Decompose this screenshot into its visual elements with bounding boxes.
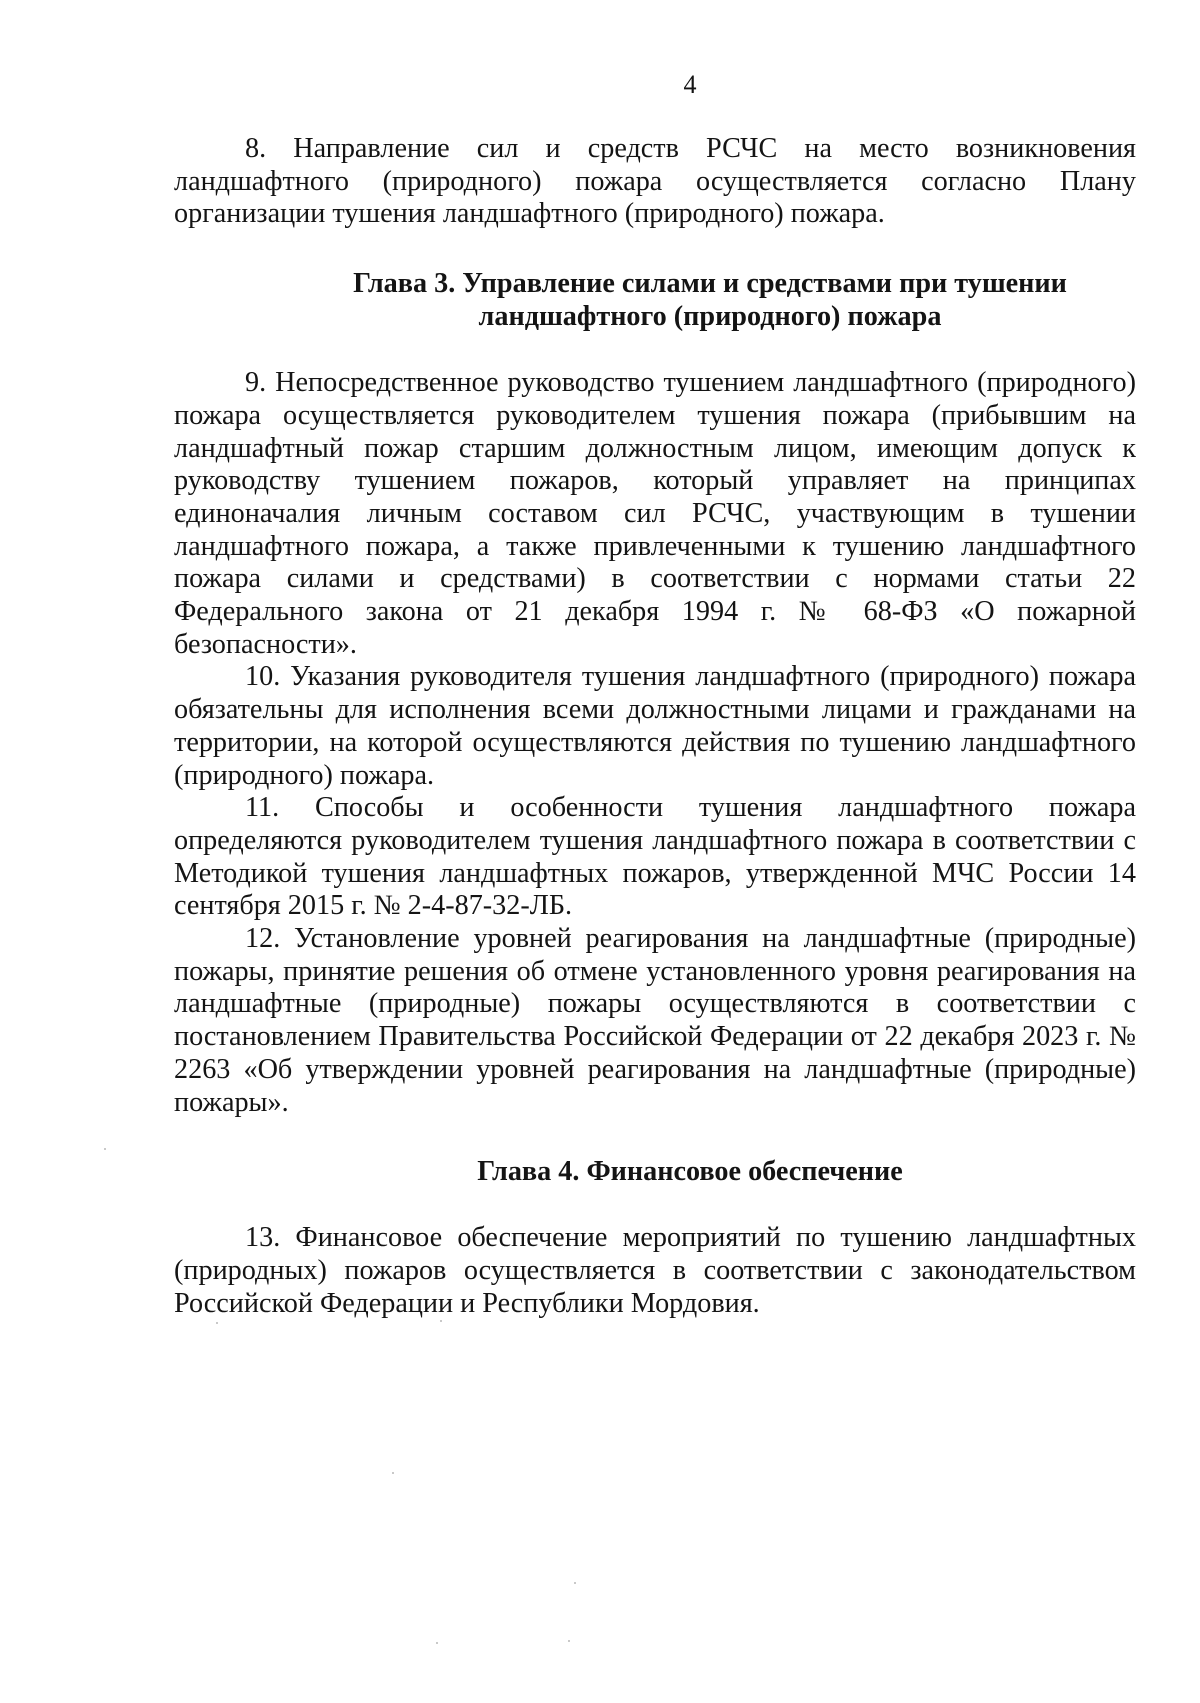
paragraph-13: 13. Финансовое обеспечение мероприятий по тушению ландшафтных (природных) пожаров осуществляется в соответствии с законодательством Российской Федерации и Республики Мордовия. — [174, 1222, 1136, 1319]
page-number: 4 — [683, 70, 697, 99]
chapter-4-heading: Глава 4. Финансовое обеспечение — [477, 1156, 903, 1188]
paragraph-9: 9. Непосредственное руководство тушением ландшафтного (природного) пожара осуществляется руководителем тушения пожара (прибывшим на ландшафтный пожар старшим должностным лицом, имеющим допуск к руководству тушением пожаров, который управляет на принципах единоначалия личным составом сил РСЧС, участвующим в тушении ландшафтного пожара, а также привлеченными к тушению ландшафтного пожара силами и средствами) в соответствии с нормами статьи 22 Федерального закона от 21 декабря 1994 г. № 68-ФЗ «О пожарной безопасности». — [174, 367, 1136, 660]
paragraph-11: 11. Способы и особенности тушения ландшафтного пожара определяются руководителем тушения ландшафтного пожара в соответствии с Методикой тушения ландшафтных пожаров, утвержденной МЧС России 14 сентября 2015 г. № 2-4-87-32-ЛБ. — [174, 792, 1136, 922]
document-body — [174, 133, 1136, 1320]
scan-speck — [440, 1320, 442, 1322]
paragraph-12: 12. Установление уровней реагирования на ландшафтные (природные) пожары, принятие решения об отмене установленного уровня реагирования на ландшафтные (природные) пожары осуществляются в соответствии с постановлением Правительства Российской Федерации от 22 декабря 2023 г. № 2263 «Об утверждении уровней реагирования на ландшафтные (природные) пожары». — [174, 923, 1136, 1118]
chapter-3-heading: Глава 3. Управление силами и средствами при тушении ландшафтного (природного) пожара — [353, 268, 1067, 333]
paragraph-10: 10. Указания руководителя тушения ландшафтного (природного) пожара обязательны для исполнения всеми должностными лицами и гражданами на территории, на которой осуществляются действия по тушению ландшафтного (природного) пожара. — [174, 661, 1136, 791]
paragraph-8: 8. Направление сил и средств РСЧС на место возникновения ландшафтного (природного) пожара осуществляется согласно Плану организации тушения ландшафтного (природного) пожара. — [174, 133, 1136, 230]
scan-speck — [574, 1582, 576, 1584]
scan-speck — [392, 1472, 394, 1474]
scan-speck — [568, 1640, 570, 1642]
scan-speck — [216, 1322, 218, 1324]
scan-speck — [104, 1148, 106, 1150]
scan-speck — [436, 1642, 438, 1644]
